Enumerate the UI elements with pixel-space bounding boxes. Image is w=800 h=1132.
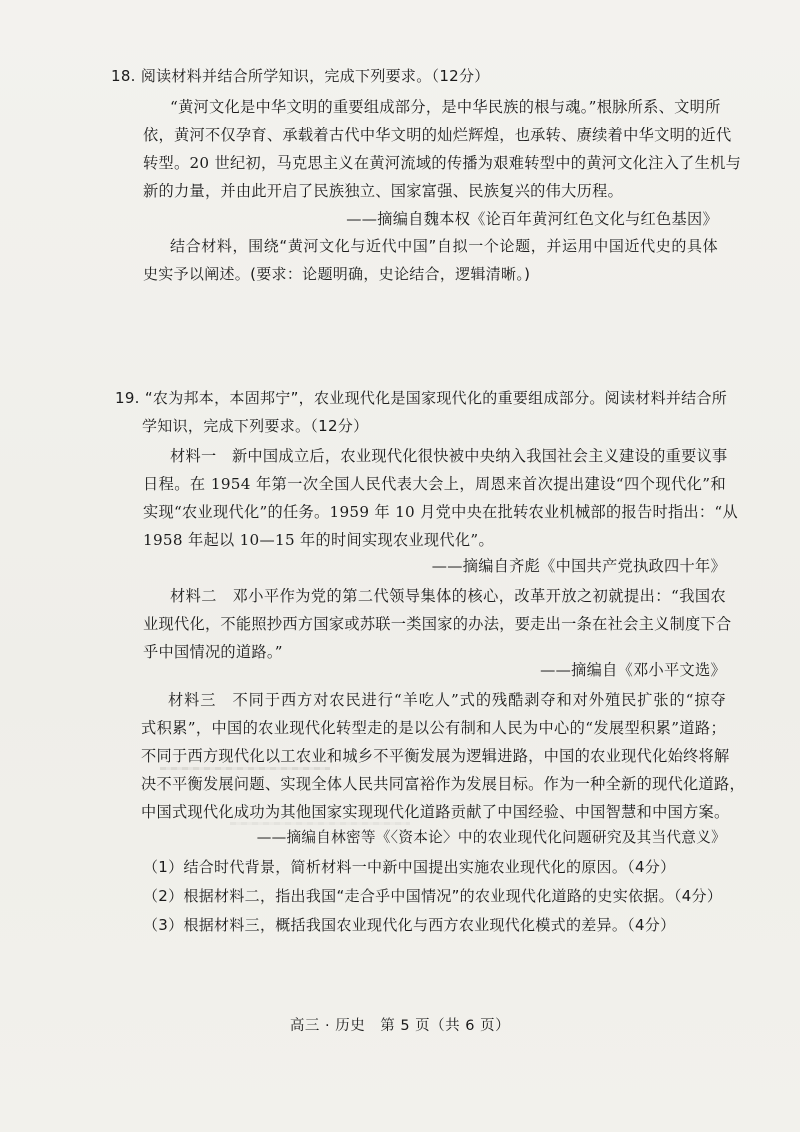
- material-2-source: ——摘编自《邓小平文选》: [540, 661, 726, 679]
- material-3-line-5: 中国式现代化成功为其他国家实现现代化道路贡献了中国经验、中国智慧和中国方案。: [141, 803, 730, 821]
- q18-paragraph-line-3: 转型。20 世纪初，马克思主义在黄河流域的传播为艰难转型中的黄河文化注入了生机与: [143, 154, 742, 172]
- material-1-line-3: 实现“农业现代化”的任务。1959 年 10 月党中央在批转农业机械部的报告时指出：“从: [143, 503, 738, 521]
- q19-header-line-1: 19. “农为邦本，本固邦宁”，农业现代化是国家现代化的重要组成部分。阅读材料并结合所: [115, 389, 728, 407]
- q18-paragraph-line-1: “黄河文化是中华文明的重要组成部分，是中华民族的根与魂。”根脉所系、文明所: [170, 98, 721, 116]
- q18-task-line-2: 史实予以阐述。(要求：论题明确，史论结合，逻辑清晰。): [143, 265, 531, 283]
- material-1-line-2: 日程。在 1954 年第一次全国人民代表大会上，周恩来首次提出建设“四个现代化”和: [143, 475, 726, 493]
- page-footer: 高三 · 历史 第 5 页（共 6 页）: [289, 1018, 511, 1034]
- material-2-line-1: 材料二 邓小平作为党的第二代领导集体的核心，改革开放之初就提出：“我国农: [170, 587, 726, 605]
- q18-source: ——摘编自魏本权《论百年黄河红色文化与红色基因》: [346, 210, 718, 228]
- q19-header-line-2: 学知识，完成下列要求。（12分）: [142, 417, 369, 435]
- scan-smudge: [230, 822, 410, 825]
- material-1-line-4: 1958 年起以 10—15 年的时间实现农业现代化”。: [143, 531, 494, 549]
- q18-header: 18. 阅读材料并结合所学知识，完成下列要求。（12分）: [111, 67, 490, 85]
- material-3-line-4: 决不平衡发展问题、实现全体人民共同富裕作为发展目标。作为一种全新的现代化道路，: [141, 775, 746, 793]
- material-3-line-2: 式积累”，中国的农业现代化转型走的是以公有制和人民为中心的“发展型积累”道路；: [141, 719, 726, 737]
- material-3-line-1: 材料三 不同于西方对农民进行“羊吃人”式的残酷剥夺和对外殖民扩张的“掠夺: [168, 691, 726, 709]
- material-3-source: ——摘编自林密等《〈资本论〉中的农业现代化问题研究及其当代意义》: [256, 829, 726, 846]
- material-1-source: ——摘编自齐彪《中国共产党执政四十年》: [431, 557, 726, 575]
- scan-smudge: [160, 767, 330, 770]
- material-1-line-1: 材料一 新中国成立后，农业现代化很快被中央纳入我国社会主义建设的重要议事: [170, 447, 728, 465]
- q19-subquestion-2: （2）根据材料二，指出我国“走合乎中国情况”的农业现代化道路的史实依据。（4分）: [143, 887, 723, 905]
- material-3-line-3: 不同于西方现代化以工农业和城乡不平衡发展为逻辑进路，中国的农业现代化始终将解: [141, 747, 730, 765]
- material-2-line-3: 乎中国情况的道路。”: [143, 643, 283, 661]
- q18-task-line-1: 结合材料，围绕“黄河文化与近代中国”自拟一个论题，并运用中国近代史的具体: [170, 237, 718, 255]
- material-2-line-2: 业现代化，不能照抄西方国家或苏联一类国家的办法，要走出一条在社会主义制度下合: [143, 615, 732, 633]
- q18-paragraph-line-4: 新的力量，并由此开启了民族独立、国家富强、民族复兴的伟大历程。: [143, 182, 624, 200]
- q19-subquestion-1: （1）结合时代背景，简析材料一中新中国提出实施农业现代化的原因。（4分）: [143, 858, 676, 876]
- q19-subquestion-3: （3）根据材料三，概括我国农业现代化与西方农业现代化模式的差异。（4分）: [143, 916, 676, 934]
- q18-paragraph-line-2: 依，黄河不仅孕育、承载着古代中华文明的灿烂辉煌，也承转、赓续着中华文明的近代: [143, 126, 732, 144]
